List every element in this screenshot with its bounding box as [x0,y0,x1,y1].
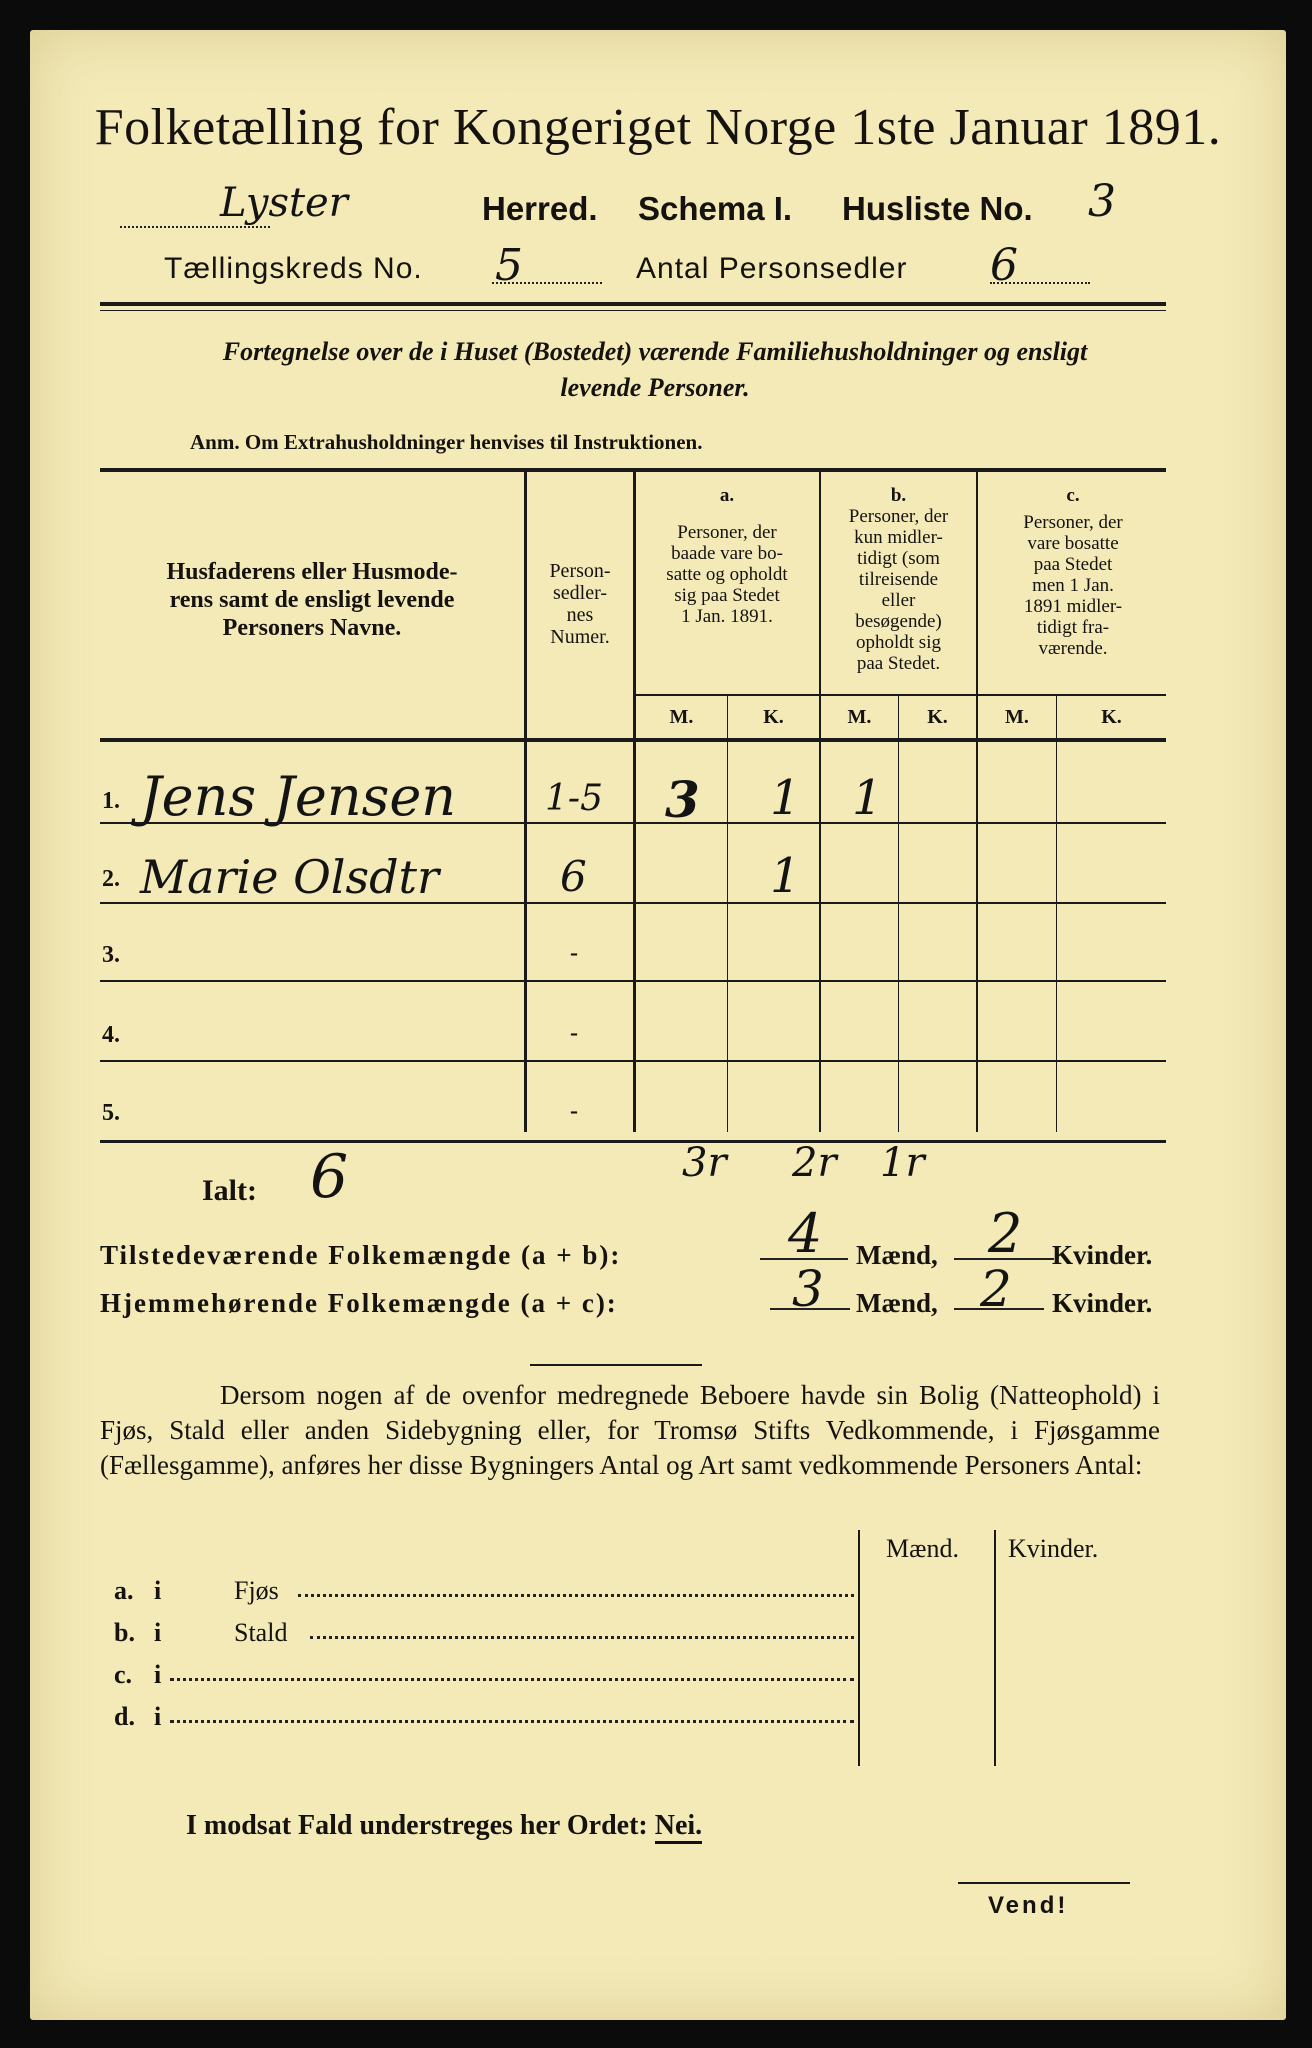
c-m-label: M. [1005,706,1029,728]
row-1-num: 1. [102,788,120,814]
row-2-ak: 1 [770,848,801,904]
header-rule [100,302,1166,306]
header-bottom-rule [100,738,1166,742]
a-m-label: M. [669,706,694,728]
census-form [30,30,1286,2020]
footer-line [186,1810,702,1842]
row-1-bm: 1 [852,770,883,826]
buildings-paragraph: Dersom nogen af de ovenfor medregnede Beboere havde sin Bolig (Natteophold) i Fjøs, Stald eller anden Sidebygning eller, for Tromsø Stifts Vedkommende, i Fjøsgamme (Fællesgamme), anføres her disse Bygningers Antal og Art samt vedkommende Personers Antal: [100,1380,1160,1480]
bld-item-b: b. i Stald [114,1618,854,1648]
intro-line-2: levende Personer. [560,373,750,402]
row-5-num: 5. [102,1100,120,1126]
sedler-label: Antal Personsedler [636,252,908,285]
section-separator [530,1364,702,1366]
b-k-label: K. [927,706,948,728]
husliste-label: Husliste No. [842,190,1033,227]
bld-col-line-1 [858,1530,860,1766]
header-numer: Person- sedler- nes Numer. [549,560,611,648]
nei-word: Nei. [655,1810,702,1844]
note-a: 3r [682,1140,727,1186]
row-3-numer: - [570,940,578,966]
ialt-value: 6 [310,1142,349,1212]
note-b: 2r [792,1140,837,1186]
bld-item-d-dots [170,1720,854,1723]
tilstede-maend: Mænd, [856,1240,938,1270]
bld-maend-header: Mænd. [886,1534,959,1563]
row-1-numer: 1-5 [545,778,603,819]
bld-item-d: d. i [114,1702,854,1732]
row-1-ak: 1 [770,770,801,826]
row-2-name: Marie Olsdtr [140,850,440,904]
note-c: 1r [880,1140,925,1186]
bld-item-b-dots [310,1636,854,1639]
hjemme-maend: Mænd, [856,1288,938,1318]
row-4-num: 4. [102,1022,120,1048]
tilstede-k-value: 2 [988,1202,1023,1265]
bld-col-line-2 [994,1530,996,1766]
vend-rule [958,1882,1130,1884]
intro-line-1: Fortegnelse over de i Huset (Bostedet) værende Familiehusholdninger og ensligt [222,337,1088,366]
col-line-2 [633,472,636,1132]
table-bottom-rule [100,1140,1166,1143]
mk-top-rule [636,694,1166,696]
bld-item-c-dots [170,1678,854,1681]
husliste-value: 3 [1088,176,1116,227]
ialt-label: Ialt: [202,1174,257,1207]
hjemme-k-value: 2 [980,1260,1012,1318]
row-line-3 [100,980,1166,982]
tilstede-m-value: 4 [788,1202,823,1265]
sedler-value: 6 [990,240,1018,291]
bld-item-a-dots [298,1594,854,1597]
row-4-numer: - [570,1020,578,1046]
hjemme-m-value: 3 [792,1260,824,1318]
c-k-label: K. [1101,706,1122,728]
subcol-line-c [1056,695,1057,1132]
form-title: Folketælling for Kongeriget Norge 1ste Januar 1891. [94,99,1222,156]
row-3-num: 3. [102,942,120,968]
bld-item-c: c. i [114,1660,854,1690]
col-line-1 [524,472,527,1132]
herred-label: Herred. [482,190,598,227]
col-line-3 [819,472,821,1132]
kreds-label: Tællingskreds No. [164,252,423,285]
subcol-line-b [898,695,899,1132]
b-m-label: M. [847,706,872,728]
row-line-4 [100,1060,1166,1062]
header-col-b: b. Personer, der kun midler- tidigt (som tilreisende eller besøgende) opholdt sig paa Stedet. [848,485,949,674]
schema-label: Schema I. [638,190,793,227]
a-k-label: K. [763,706,784,728]
kreds-value: 5 [495,240,523,291]
col-line-4 [976,472,978,1132]
vend-label: Vend! [988,1892,1069,1919]
bld-item-a: a. i Fjøs [114,1576,854,1606]
row-2-num: 2. [102,866,120,892]
anm-note: Anm. Om Extrahusholdninger henvises til Instruktionen. [190,430,703,454]
kreds-dotted-line [492,282,602,284]
row-1-am: 3 [665,770,700,829]
intro-text [90,334,1220,406]
header-names: Husfaderens eller Husmode- rens samt de ensligt levende Personers Navne. [166,559,458,641]
footer-text: I modsat Fald understreges her Ordet: [186,1810,648,1841]
hjemme-label: Hjemmehørende Folkemængde (a + c): [100,1288,618,1318]
header-col-a: a. Personer, der baade vare bo- satte og opholdt sig paa Stedet 1 Jan. 1891. [666,485,788,627]
tilstede-label: Tilstedeværende Folkemængde (a + b): [100,1240,622,1270]
subcol-line-a [727,695,728,1132]
row-2-numer: 6 [560,852,587,901]
row-1-name: Jens Jensen [140,765,457,828]
header-rule-thin [100,310,1166,311]
bld-kvinder-header: Kvinder. [1008,1534,1099,1563]
herred-dotted-line [120,226,270,228]
herred-value: Lyster [220,180,348,226]
hjemme-kvinder: Kvinder. [1052,1288,1153,1318]
sedler-dotted-line [990,282,1090,284]
tilstede-kvinder: Kvinder. [1052,1240,1153,1270]
header-col-c: c. Personer, der vare bosatte paa Stedet men 1 Jan. 1891 midler- tidigt fra- værende. [1023,485,1123,659]
row-5-numer: - [570,1098,578,1124]
